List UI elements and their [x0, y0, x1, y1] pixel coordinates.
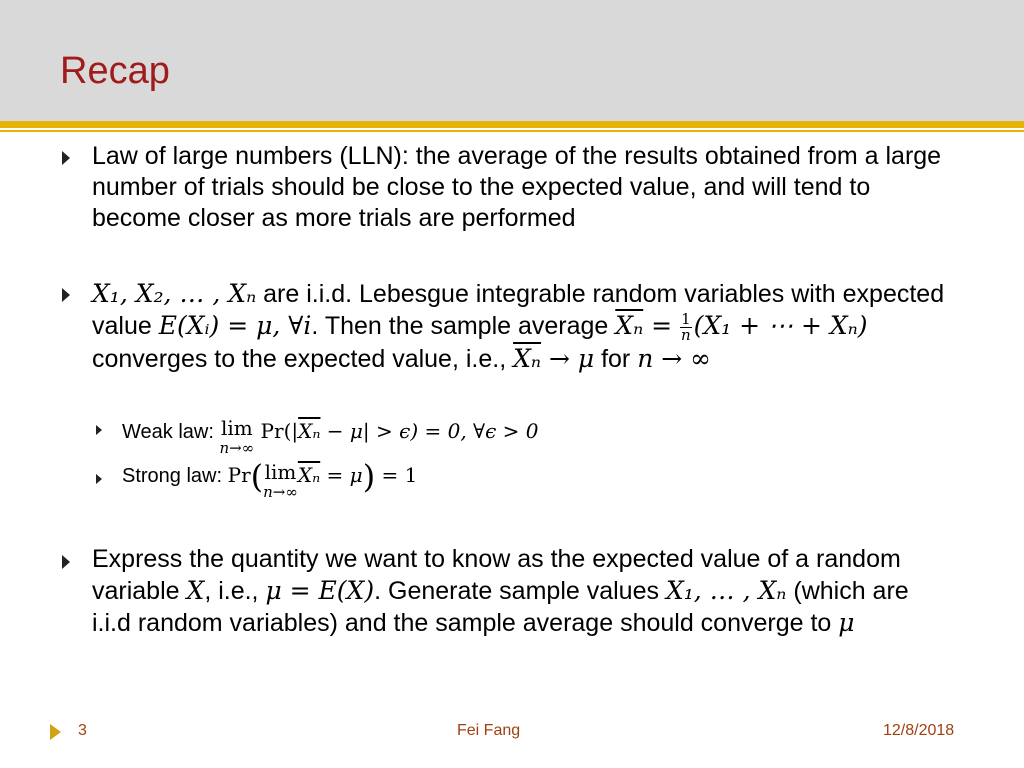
lim-subscript: n→∞ — [219, 439, 255, 457]
bullet-arrow-icon — [62, 151, 70, 165]
sub-bullet-arrow-icon — [96, 474, 102, 484]
math-fraction — [680, 309, 692, 344]
bullet-iid-text1: are i.i.d. Lebesgue integrable random variables with expected value — [92, 280, 945, 340]
strong-law-lparen: ( — [250, 457, 264, 496]
footer-date: 12/8/2018 — [883, 722, 955, 739]
slide-title: Recap — [60, 50, 170, 92]
math-arrow-mu: → μ — [541, 343, 595, 373]
math-vars: X₁, X₂, … , Xₙ — [92, 279, 257, 308]
math-frac-num: 1 — [681, 309, 691, 328]
footer-arrow-icon — [50, 724, 61, 740]
strong-law-rest: = μ — [320, 463, 363, 487]
math-x: X — [186, 576, 205, 605]
bullet-iid — [92, 278, 952, 375]
lim-text: lim — [264, 460, 297, 484]
strong-law-rparen: ) — [362, 457, 376, 496]
weak-law-label: Weak law: — [122, 421, 220, 443]
math-n-to-infinity: n → ∞ — [637, 343, 711, 373]
strong-law-tail: = 1 — [375, 463, 418, 487]
math-equals: = — [643, 311, 681, 340]
bullet3-text1: Express the quantity we want to know as the expected value of a random variable — [92, 545, 901, 605]
strong-law-xbar: $\overline{X_n}$ — [297, 463, 321, 487]
bullet-monte-carlo — [92, 544, 952, 639]
weak-law-xbar: $\overline{X_n}$ — [298, 419, 321, 443]
strong-law-label: Strong law: — [122, 465, 228, 487]
weak-law — [122, 418, 539, 456]
bullet3-text4: (which are i.i.d random variables) and the sample average should converge to — [92, 577, 909, 637]
sub-bullet-arrow-icon — [96, 425, 102, 435]
page-number: 3 — [78, 722, 87, 739]
bullet3-text3: . Generate sample values — [374, 577, 666, 605]
math-frac-den: n — [681, 325, 691, 344]
bullet3-text2: , i.e., — [204, 577, 266, 605]
strong-law-lim — [263, 462, 298, 500]
strong-law — [122, 457, 418, 501]
weak-law-lim — [219, 418, 254, 456]
math-expectation: E(Xᵢ) = μ, ∀i — [158, 311, 312, 340]
title-underline-thin — [0, 130, 1024, 132]
math-mu-eq: μ = E(X) — [265, 576, 375, 605]
math-sample-vars: X₁, … , Xₙ — [665, 576, 787, 605]
lim-subscript: n→∞ — [263, 483, 298, 501]
math-sum: (X₁ + ⋯ + Xₙ) — [693, 311, 868, 340]
weak-law-rest: − μ| > ϵ) = 0, ∀ϵ > 0 — [320, 419, 539, 443]
strong-law-pr: Pr — [227, 463, 251, 487]
bullet-lln: Law of large numbers (LLN): the average of the results obtained from a large number of trials should be close to the expected value, and will tend to become closer as more trials are performed — [92, 142, 942, 232]
bullet-arrow-icon — [62, 555, 70, 569]
bullet-arrow-icon — [62, 288, 70, 302]
title-underline — [0, 121, 1024, 128]
math-sample-average-2: $\overline{X_n}$ — [513, 343, 542, 373]
bullet-iid-text2: . Then the sample average — [311, 312, 616, 340]
math-mu: μ — [838, 608, 855, 637]
bullet-iid-text3: converges to the expected value, i.e., — [92, 344, 514, 373]
bullet-iid-text4: for — [594, 344, 638, 373]
footer-author: Fei Fang — [457, 722, 521, 739]
weak-law-pr: Pr(| — [254, 419, 299, 443]
math-sample-average: $\overline{X_n}$ — [615, 311, 644, 340]
lim-text: lim — [220, 416, 253, 440]
